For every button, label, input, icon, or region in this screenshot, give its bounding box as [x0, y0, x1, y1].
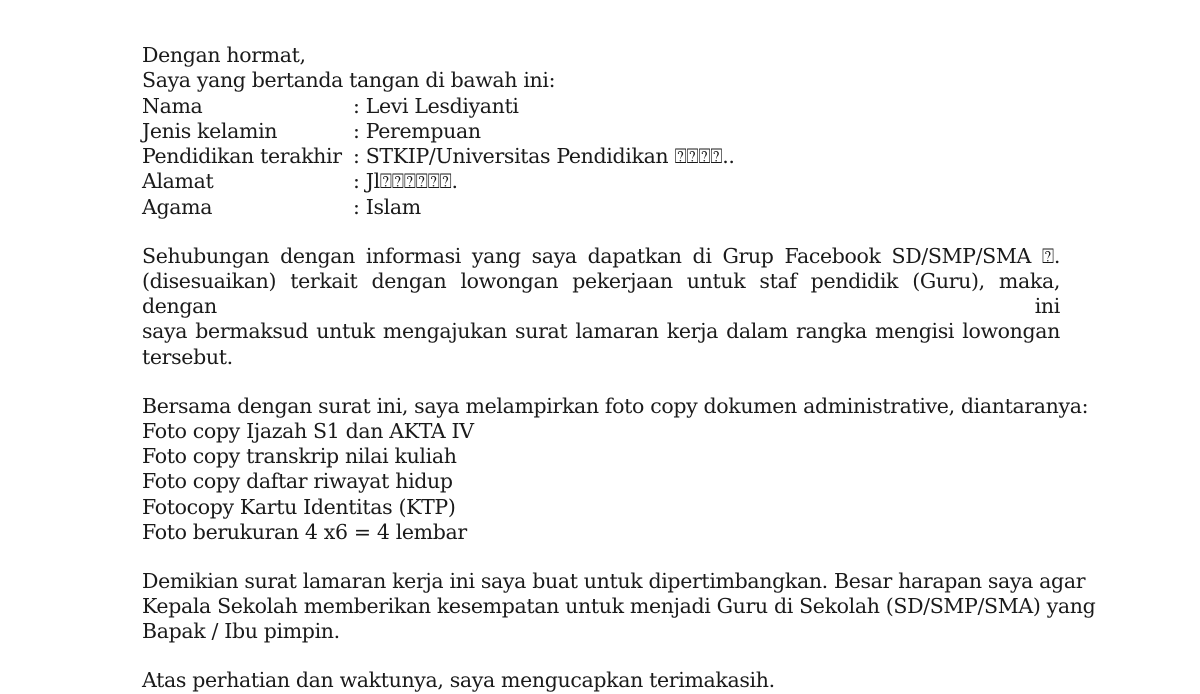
- field-label: Jenis kelamin: [142, 118, 278, 143]
- paragraph-conclusion: [142, 568, 1096, 645]
- attachments-intro: Bersama dengan surat ini, saya melampirkan foto copy dokumen administrative, diantaranya:: [142, 393, 1089, 418]
- field-value: : Perempuan: [353, 118, 481, 143]
- field-value: : Islam: [353, 194, 421, 219]
- field-label: Pendidikan terakhir: [142, 144, 342, 169]
- paragraph-gap: [142, 220, 1060, 244]
- field-row-nama: [142, 94, 1060, 119]
- paragraph-gap: [142, 370, 1060, 394]
- field-value: : Jl⍰⍰⍰⍰⍰⍰.: [353, 169, 458, 194]
- closing-line: Atas perhatian dan waktunya, saya mengucapkan terimakasih.: [142, 668, 775, 693]
- paragraph-line: Sehubungan dengan informasi yang saya dapatkan di Grup Facebook SD/SMP/SMA ⍰.: [142, 243, 1060, 268]
- paragraph-gap: [142, 645, 1060, 669]
- field-row-alamat: [142, 169, 1060, 194]
- field-row-agama: [142, 195, 1060, 220]
- paragraph-line: saya bermaksud untuk mengajukan surat lamaran kerja dalam rangka mengisi lowongan tersebut.: [142, 319, 1060, 369]
- greeting: Dengan hormat,: [142, 43, 306, 67]
- field-row-pendidikan: [142, 144, 1060, 169]
- paragraph-line: Bapak / Ibu pimpin.: [142, 619, 340, 644]
- paragraph-line: (disesuaikan) terkait dengan lowongan pekerjaan untuk staf pendidik (Guru), maka, dengan ini: [142, 268, 1060, 319]
- list-item: Foto copy Ijazah S1 dan AKTA IV: [142, 418, 474, 443]
- field-row-jenis-kelamin: [142, 119, 1060, 144]
- field-label: Agama: [142, 194, 213, 219]
- field-label: Alamat: [142, 169, 214, 194]
- list-item: Foto copy transkrip nilai kuliah: [142, 444, 457, 469]
- personal-info: [142, 94, 1060, 220]
- paragraph-info-source: [142, 244, 1060, 370]
- field-label: Nama: [142, 93, 203, 118]
- paragraph-line: Kepala Sekolah memberikan kesempatan untuk menjadi Guru di Sekolah (SD/SMP/SMA) yang: [142, 594, 1096, 619]
- paragraph-gap: [142, 545, 1060, 569]
- field-value: : STKIP/Universitas Pendidikan ⍰⍰⍰⍰..: [353, 144, 735, 169]
- intro-line: Saya yang bertanda tangan di bawah ini:: [142, 68, 556, 93]
- paragraph-line: Demikian surat lamaran kerja ini saya buat untuk dipertimbangkan. Besar harapan saya agar: [142, 568, 1086, 593]
- field-value: : Levi Lesdiyanti: [353, 93, 519, 118]
- list-item: Fotocopy Kartu Identitas (KTP): [142, 494, 456, 519]
- list-item: Foto copy daftar riwayat hidup: [142, 469, 453, 494]
- letter-body: [142, 43, 1096, 694]
- list-item: Foto berukuran 4 x6 = 4 lembar: [142, 520, 467, 545]
- attachment-list: [142, 419, 1060, 545]
